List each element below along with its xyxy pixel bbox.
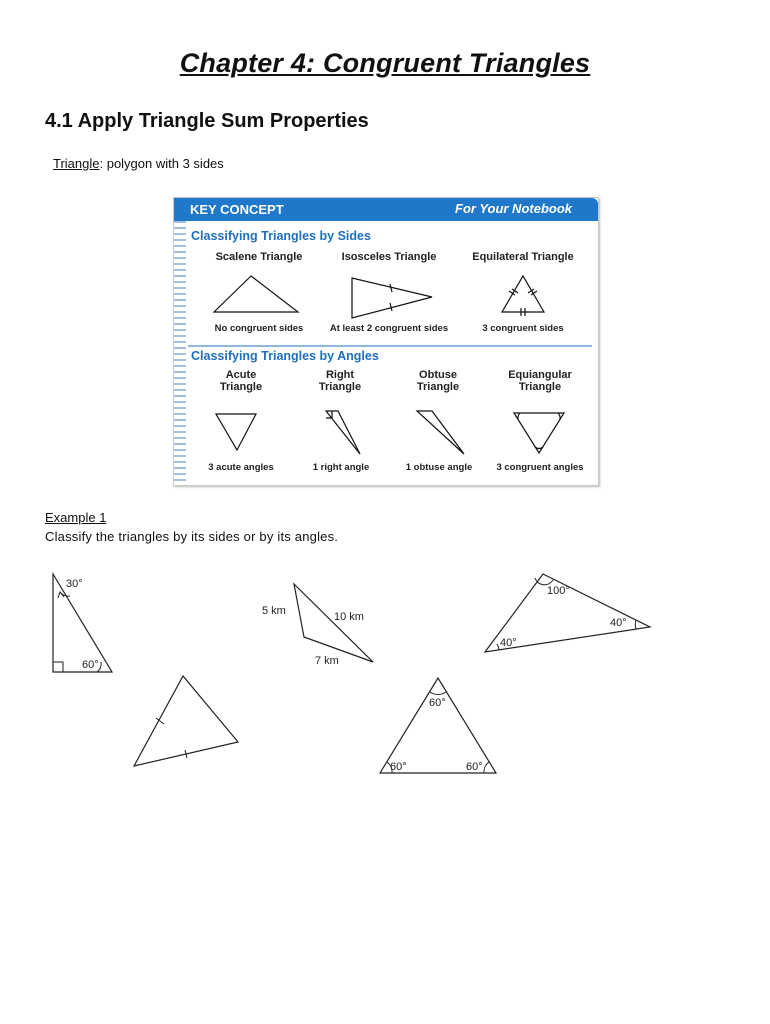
definition-text: : polygon with 3 sides: [99, 156, 224, 171]
example-instruction: Classify the triangles by its sides or by its angles.: [45, 529, 339, 544]
angle-arc-mark: [484, 762, 489, 773]
triangle-c-top-angle: 100°: [547, 585, 570, 597]
right-angle-mark: [53, 662, 63, 672]
equiangular-label-line1: Equiangular: [508, 369, 572, 381]
acute-caption: 3 acute angles: [208, 462, 274, 473]
right-label-line1: Right: [325, 369, 355, 381]
triangle-e: [380, 678, 496, 773]
triangle-e-top-angle: 60°: [429, 697, 446, 709]
angles-heading: Classifying Triangles by Angles: [191, 349, 379, 363]
triangle-b: [262, 584, 373, 667]
equiangular-caption: 3 congruent angles: [496, 462, 584, 473]
triangle-c: [485, 574, 650, 652]
sides-heading: Classifying Triangles by Sides: [191, 229, 371, 243]
example-label: Example 1: [45, 510, 107, 525]
triangle-a: [53, 574, 112, 672]
obtuse-label-line1: Obtuse: [419, 369, 457, 381]
section-title: 4.1 Apply Triangle Sum Properties: [45, 110, 369, 132]
key-concept-title: KEY CONCEPT: [190, 202, 284, 217]
triangle-b-side-3: 7 km: [315, 655, 339, 667]
scalene-label: Scalene Triangle: [215, 251, 303, 263]
scalene-caption: No congruent sides: [214, 323, 304, 334]
angle-arc-mark: [497, 644, 499, 650]
triangle-a-top-angle: 30°: [66, 578, 83, 590]
angle-arc-mark: [635, 620, 636, 629]
acute-label-line2: Triangle: [219, 381, 263, 393]
equilateral-caption: 3 congruent sides: [482, 323, 564, 334]
right-caption: 1 right angle: [312, 462, 370, 473]
triangle-c-right-angle: 40°: [610, 617, 627, 629]
triangle-c-left-angle: 40°: [500, 637, 517, 649]
definition-term: Triangle: [53, 156, 100, 171]
right-label-line2: Triangle: [318, 381, 362, 393]
isosceles-caption: At least 2 congruent sides: [329, 323, 449, 334]
triangle-b-side-2: 10 km: [334, 611, 364, 623]
triangle-b-side-1: 5 km: [262, 605, 286, 617]
triangle-a-bottom-angle: 60°: [82, 659, 99, 671]
chapter-title: Chapter 4: Congruent Triangles: [179, 48, 591, 78]
notebook-label: For Your Notebook: [455, 201, 572, 216]
isosceles-label: Isosceles Triangle: [341, 251, 437, 263]
triangle-e-left-angle: 60°: [390, 761, 407, 773]
obtuse-label-line2: Triangle: [416, 381, 460, 393]
triangle-e-right-angle: 60°: [466, 761, 483, 773]
angle-arc-mark: [430, 692, 446, 695]
obtuse-caption: 1 obtuse angle: [405, 462, 473, 473]
acute-label-line1: Acute: [225, 369, 257, 381]
triangle-d: [134, 676, 238, 766]
equiangular-label-line2: Triangle: [518, 381, 562, 393]
equilateral-label: Equilateral Triangle: [472, 251, 574, 263]
